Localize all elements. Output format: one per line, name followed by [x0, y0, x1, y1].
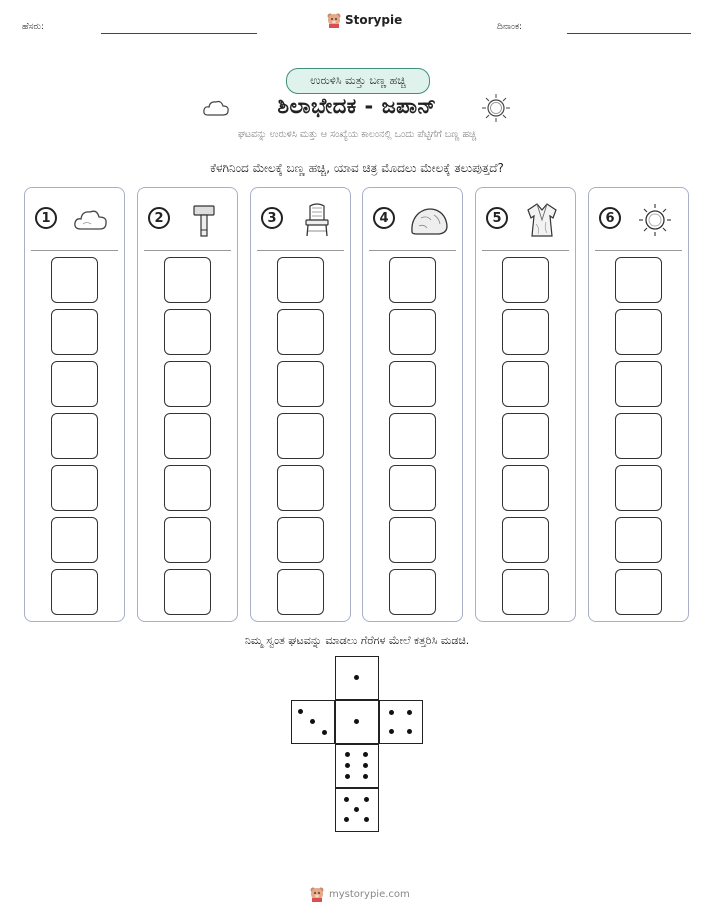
- column-divider: [482, 250, 569, 251]
- pip: [363, 774, 368, 779]
- page-title: ಶಿಲಾಭೇದಕ - ಜಪಾನ್: [277, 94, 437, 118]
- brand-logo: [326, 12, 402, 28]
- color-box[interactable]: [51, 257, 98, 303]
- color-box[interactable]: [615, 309, 662, 355]
- pip: [344, 817, 349, 822]
- color-box[interactable]: [389, 413, 436, 459]
- color-box[interactable]: [51, 413, 98, 459]
- color-box[interactable]: [164, 361, 211, 407]
- column-1: [24, 187, 125, 622]
- column-divider: [257, 250, 344, 251]
- pip: [363, 763, 368, 768]
- die-face-4: [379, 700, 423, 744]
- pip: [354, 675, 359, 680]
- color-box[interactable]: [164, 569, 211, 615]
- color-box[interactable]: [51, 517, 98, 563]
- column-number: 3: [261, 207, 283, 229]
- column-number: 2: [148, 207, 170, 229]
- color-box[interactable]: [51, 361, 98, 407]
- cloud-icon: [71, 202, 111, 238]
- color-box[interactable]: [277, 361, 324, 407]
- hammer-icon: [184, 202, 224, 238]
- pip: [364, 817, 369, 822]
- pip: [310, 719, 315, 724]
- color-box[interactable]: [615, 569, 662, 615]
- rock-icon: [409, 202, 449, 238]
- die-face-5: [335, 788, 379, 832]
- chair-icon: [297, 202, 337, 238]
- color-box[interactable]: [277, 465, 324, 511]
- color-box[interactable]: [615, 517, 662, 563]
- die-face-6: [335, 744, 379, 788]
- column-number: 1: [35, 207, 57, 229]
- brand-name: Storypie: [345, 13, 403, 27]
- die-face-1-center: [335, 700, 379, 744]
- column-5: [475, 187, 576, 622]
- pip: [354, 719, 359, 724]
- color-box[interactable]: [164, 517, 211, 563]
- pip: [298, 709, 303, 714]
- pip: [344, 797, 349, 802]
- column-number: 6: [599, 207, 621, 229]
- column-6: [588, 187, 689, 622]
- column-3: [250, 187, 351, 622]
- pip: [354, 807, 359, 812]
- color-box[interactable]: [502, 361, 549, 407]
- activity-badge: ಉರುಳಿಸಿ ಮತ್ತು ಬಣ್ಣ ಹಚ್ಚಿ: [286, 68, 430, 94]
- pip: [389, 710, 394, 715]
- pip: [389, 729, 394, 734]
- pip: [364, 797, 369, 802]
- column-2: [137, 187, 238, 622]
- bear-mascot-icon: [309, 886, 325, 902]
- pip: [407, 729, 412, 734]
- die-face-1: [335, 656, 379, 700]
- bear-mascot-icon: [326, 12, 342, 28]
- color-box[interactable]: [502, 413, 549, 459]
- kimono-icon: [522, 202, 562, 238]
- color-box[interactable]: [502, 517, 549, 563]
- die-face-3: [291, 700, 335, 744]
- color-box[interactable]: [51, 309, 98, 355]
- column-divider: [369, 250, 456, 251]
- color-box[interactable]: [615, 413, 662, 459]
- column-divider: [144, 250, 231, 251]
- color-box[interactable]: [502, 569, 549, 615]
- color-box[interactable]: [502, 309, 549, 355]
- column-number: 5: [486, 207, 508, 229]
- date-line[interactable]: [567, 33, 691, 34]
- footer-url[interactable]: mystorypie.com: [329, 888, 410, 900]
- color-box[interactable]: [615, 361, 662, 407]
- color-box[interactable]: [164, 465, 211, 511]
- color-box[interactable]: [389, 257, 436, 303]
- sun-icon: [635, 202, 675, 238]
- pip: [363, 752, 368, 757]
- color-box[interactable]: [615, 465, 662, 511]
- color-box[interactable]: [389, 517, 436, 563]
- subtitle: ಘಟವನ್ನು ಉರುಳಿಸಿ ಮತ್ತು ಆ ಸಂಖ್ಯೆಯ ಕಾಲಂನಲ್ಲಿ ಒಂದು ಪೆಟ್ಟಿಗೆಗೆ ಬಣ್ಣ ಹಚ್ಚಿ: [237, 129, 477, 140]
- pip: [345, 752, 350, 757]
- color-box[interactable]: [164, 257, 211, 303]
- question: ಕೆಳಗಿನಿಂದ ಮೇಲಕ್ಕೆ ಬಣ್ಣ ಹಚ್ಚಿ, ಯಾವ ಚಿತ್ರ ಮೊದಲು ಮೇಲಕ್ಕೆ ತಲುಪುತ್ತದೆ?: [210, 161, 504, 175]
- footer: [309, 886, 410, 902]
- date-label: ದಿನಾಂಕ:: [497, 22, 523, 32]
- name-line[interactable]: [101, 33, 257, 34]
- color-box[interactable]: [277, 309, 324, 355]
- column-divider: [595, 250, 682, 251]
- pip: [407, 710, 412, 715]
- color-box[interactable]: [389, 465, 436, 511]
- color-box[interactable]: [389, 361, 436, 407]
- pip: [322, 730, 327, 735]
- title-sun-icon: [480, 92, 512, 128]
- color-box[interactable]: [389, 569, 436, 615]
- color-box[interactable]: [615, 257, 662, 303]
- color-box[interactable]: [277, 257, 324, 303]
- color-box[interactable]: [164, 413, 211, 459]
- column-number: 4: [373, 207, 395, 229]
- color-box[interactable]: [389, 309, 436, 355]
- color-box[interactable]: [277, 569, 324, 615]
- name-label: ಹೆಸರು:: [22, 22, 45, 32]
- color-box[interactable]: [51, 569, 98, 615]
- color-box[interactable]: [502, 257, 549, 303]
- color-box[interactable]: [277, 517, 324, 563]
- pip: [345, 763, 350, 768]
- color-box[interactable]: [277, 413, 324, 459]
- pip: [345, 774, 350, 779]
- column-divider: [31, 250, 118, 251]
- die-instruction: ನಿಮ್ಮ ಸ್ವಂತ ಘಟವನ್ನು ಮಾಡಲು ಗೆರೆಗಳ ಮೇಲೆ ಕತ್ತರಿಸಿ ಮಡಚಿ.: [244, 634, 470, 647]
- color-box[interactable]: [51, 465, 98, 511]
- color-box[interactable]: [164, 309, 211, 355]
- column-4: [362, 187, 463, 622]
- color-box[interactable]: [502, 465, 549, 511]
